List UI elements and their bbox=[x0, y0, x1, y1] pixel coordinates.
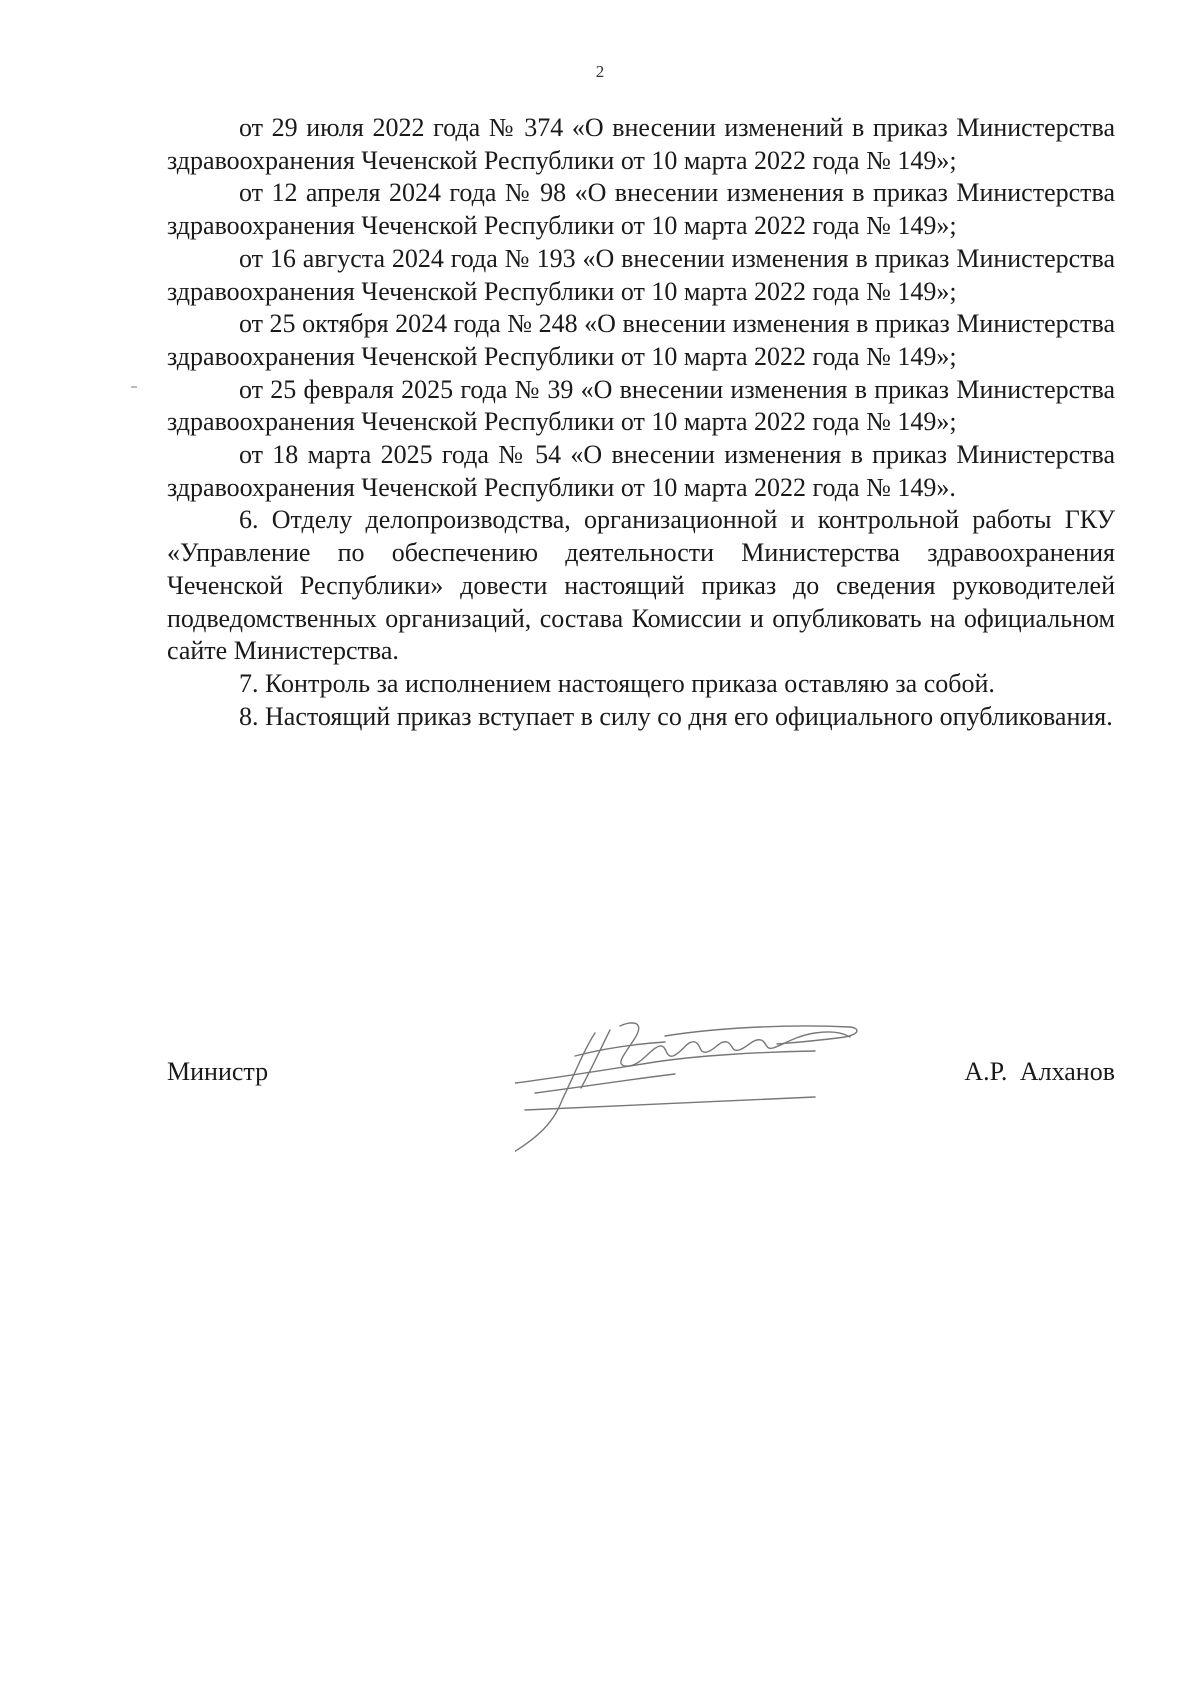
scan-artifact bbox=[131, 386, 137, 388]
handwritten-signature bbox=[515, 1018, 935, 1168]
order-reference-item: от 29 июля 2022 года № 374 «О внесении изменений в приказ Министерства здравоохранения Чеченской Республики от 10 марта 2022 года № 149»; bbox=[167, 113, 1115, 175]
signatory-title: Министр bbox=[167, 1057, 269, 1086]
order-reference-item: от 25 октября 2024 года № 248 «О внесении изменения в приказ Министерства здравоохранения Чеченской Республики от 10 марта 2022 года № 149»; bbox=[167, 309, 1115, 371]
paragraph-7: 7. Контроль за исполнением настоящего приказа оставляю за собой. bbox=[239, 668, 995, 698]
page-number: 2 bbox=[595, 62, 605, 81]
order-reference-item: от 16 августа 2024 года № 193 «О внесении изменения в приказ Министерства здравоохранения Чеченской Республики от 10 марта 2022 года № 149»; bbox=[167, 243, 1115, 306]
order-reference-item: от 25 февраля 2025 года № 39 «О внесении изменения в приказ Министерства здравоохранения Чеченской Республики от 10 марта 2022 года № 149»; bbox=[167, 374, 1115, 437]
paragraph-8: 8. Настоящий приказ вступает в силу со дня его официального опубликования. bbox=[239, 701, 1113, 731]
order-reference-item: от 12 апреля 2024 года № 98 «О внесении изменения в приказ Министерства здравоохранения Чеченской Республики от 10 марта 2022 года № 149»; bbox=[167, 178, 1115, 241]
signatory-name: А.Р. Алханов bbox=[964, 1057, 1115, 1086]
order-reference-item: от 18 марта 2025 года № 54 «О внесении изменения в приказ Министерства здравоохранения Чеченской Республики от 10 марта 2022 года № 149». bbox=[167, 440, 1115, 502]
document-body bbox=[167, 112, 1115, 733]
paragraph-6: 6. Отделу делопроизводства, организационной и контрольной работы ГКУ «Управление по обеспечению деятельности Министерства здравоохранения Чеченской Республики» довести настоящий приказ до сведения руководителей подведомственных организаций, состава Комиссии и опубликовать на официальном сайте Министерства. bbox=[167, 505, 1115, 666]
